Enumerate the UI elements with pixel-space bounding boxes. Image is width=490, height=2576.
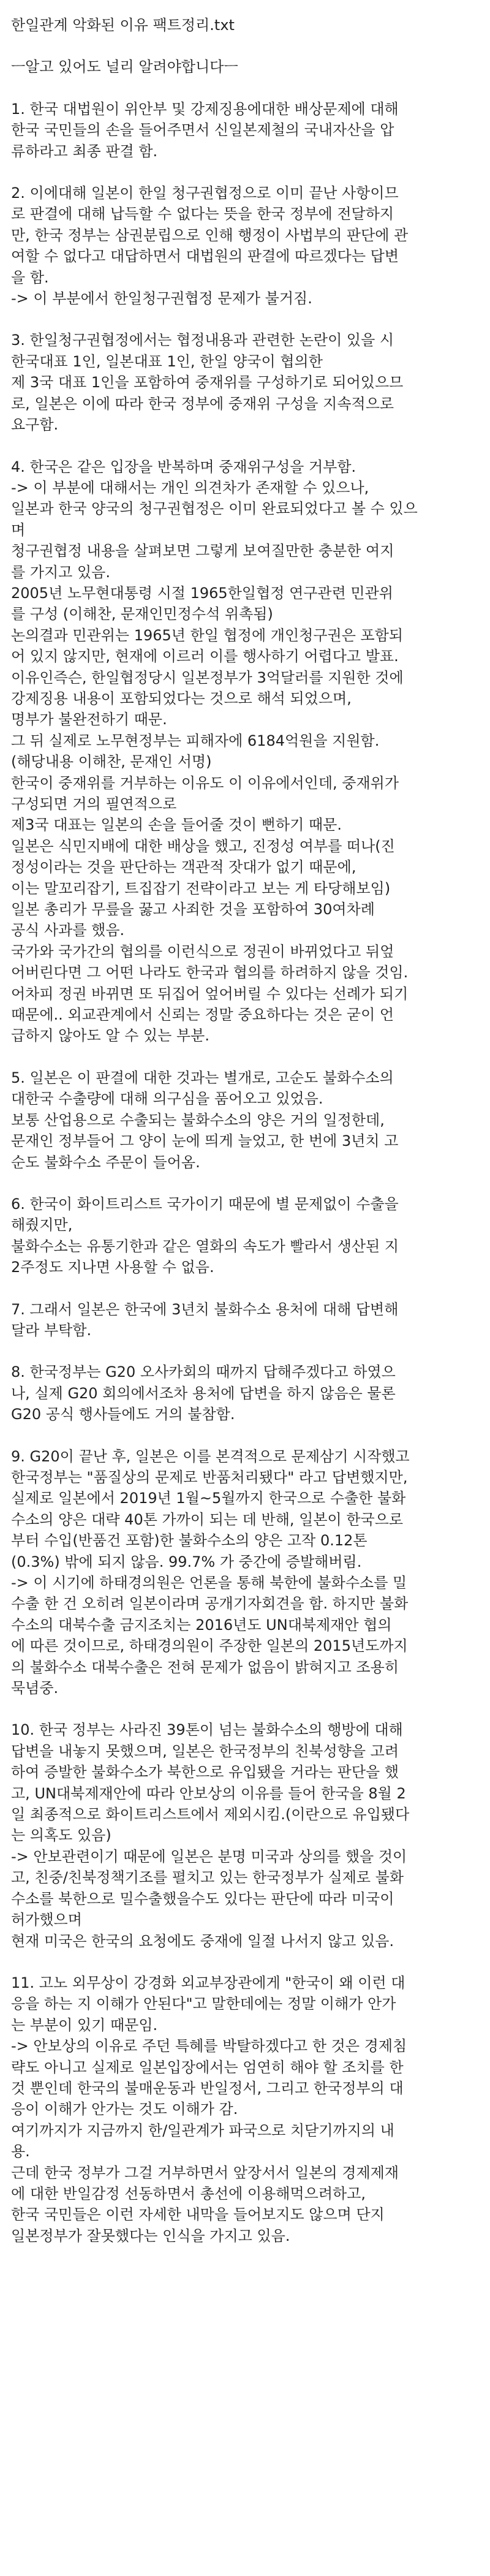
paragraph-line: 현재 미국은 한국의 요청에도 중재에 일절 나서지 않고 있음. [11,1932,394,1950]
paragraph-line: 근데 한국 정부가 그걸 거부하면서 앞장서서 일본의 경제제재 [11,2164,399,2181]
paragraph-line: 구성되면 거의 필연적으로 [11,795,177,813]
paragraph-line: 한국대표 1인, 일본대표 1인, 한일 양국이 협의한 [11,352,323,370]
paragraph-line: 11. 고노 외무상이 강경화 외교부장관에게 "한국이 왜 이런 대 [11,1974,405,1991]
paragraph-6 [11,1194,479,1278]
paragraph-line: 순도 불화수소 주문이 들어옴. [11,1153,200,1171]
paragraph-line: 해줬지만, [11,1216,73,1234]
paragraph-line: 묵념중. [11,1680,59,1697]
paragraph-line: 정성이라는 것을 판단하는 객관적 잣대가 없기 때문에, [11,858,356,876]
paragraph-line: 그 뒤 실제로 노무현정부는 피해자에 6184억원을 지원함. [11,732,380,749]
paragraph-line: 5. 일본은 이 판결에 대한 것과는 별개로, 고순도 불화수소의 [11,1069,394,1086]
paragraph-line: 일본과 한국 양국의 청구권협정은 이미 완료되었다고 볼 수 있으 [11,500,418,518]
paragraph-2 [11,183,479,309]
paragraph-line: 로, 일본은 이에 따라 한국 정부에 중재위 구성을 지속적으로 [11,395,394,412]
paragraph-line: 답변을 내놓지 못했으며, 일본은 한국정부의 친북성향을 고려 [11,1742,399,1760]
paragraph-line: 어버린다면 그 어떤 나라도 한국과 협의를 하려하지 않을 것임. [11,964,409,982]
paragraph-line: 4. 한국은 같은 입장을 반복하며 중재위구성을 거부함. [11,458,356,475]
paragraph-line: 고, UN대북제재안에 따라 안보상의 이유를 들어 한국을 8월 2 [11,1784,406,1802]
paragraph-11 [11,1972,479,2246]
paragraph-8 [11,1362,479,1425]
paragraph-line: 용. [11,2143,30,2161]
paragraph-line: -> 안보상의 이유로 주던 특혜를 박탈하겠다고 한 것은 경제침 [11,2037,407,2055]
document-title: 한일관계 악화된 이유 팩트정리.txt [11,17,235,34]
paragraph-line: 일본정부가 잘못했다는 인식을 가지고 있음. [11,2227,290,2245]
paragraph-line: 략도 아니고 실제로 일본입장에서는 엄연히 해야 할 조치를 한 [11,2058,404,2076]
paragraph-line: 급하지 않아도 알 수 있는 부분. [11,1027,209,1045]
paragraph-list [11,99,479,2246]
paragraph-line: 를 가지고 있음. [11,563,110,581]
paragraph-line: 논의결과 민관위는 1965년 한일 협정에 개인청구권은 포함되 [11,626,404,644]
paragraph-line: 응이 이해가 안가는 것도 이해가 감. [11,2101,238,2118]
paragraph-line: 며 [11,521,26,539]
paragraph-line: 여기까지가 지금까지 한/일관계가 파국으로 치닫기까지의 내 [11,2121,394,2139]
paragraph-line: 9. G20이 끝난 후, 일본은 이를 본격적으로 문제삼기 시작했고 [11,1447,410,1465]
paragraph-line: 제3국 대표는 일본의 손을 들어줄 것이 뻔하기 때문. [11,816,342,834]
paragraph-line: 수소의 대북수출 금지조치는 2016년도 UN대북제재안 협의 [11,1616,392,1634]
paragraph-line: 나, 실제 G20 회의에서조차 용처에 답변을 하지 않음은 물론 [11,1384,396,1402]
paragraph-line: 2. 이에대해 일본이 한일 청구권협정으로 이미 끝난 사항이므 [11,184,399,202]
paragraph-line: 을 함. [11,268,49,286]
paragraph-line: 2주정도 지나면 사용할 수 없음. [11,1259,214,1276]
paragraph-line: 실제로 일본에서 2019년 1월~5월까지 한국으로 수출한 불화 [11,1490,406,1507]
paragraph-7 [11,1299,479,1341]
paragraph-line: 2005년 노무현대통령 시절 1965한일협정 연구관련 민관위 [11,584,393,602]
paragraph-line: (0.3%) 밖에 되지 않음. 99.7% 가 중간에 증발해버림. [11,1553,362,1570]
paragraph-line: 일 최종적으로 화이트리스트에서 제외시킴.(이란으로 유입됐다 [11,1806,410,1824]
paragraph-line: -> 이 시기에 하태경의원은 언론을 통해 북한에 불화수소를 밀 [11,1574,407,1591]
paragraph-line: 불화수소는 유통기한과 같은 열화의 속도가 빨라서 생산된 지 [11,1237,399,1255]
paragraph-10 [11,1719,479,1951]
paragraph-line: 한국정부는 "품질상의 문제로 반품처리됐다" 라고 답변했지만, [11,1468,408,1486]
paragraph-line: 고, 친중/친북정책기조를 펼치고 있는 한국정부가 실제로 불화 [11,1869,404,1887]
paragraph-line: 에 따른 것이므로, 하태경의원이 주장한 일본의 2015년도까지 [11,1637,408,1655]
paragraph-line: 여할 수 없다고 대답하면서 대법원의 판결에 따르겠다는 답변 [11,248,399,265]
paragraph-line: 부터 수입(반품건 포함)한 불화수소의 양은 고작 0.12톤 [11,1532,368,1550]
paragraph-line: 허가했으며 [11,1911,82,1929]
paragraph-line: 일본 총리가 무릎을 꿇고 사죄한 것을 포함하여 30여차례 [11,901,375,919]
paragraph-line: 한국 국민들은 이런 자세한 내막을 들어보지도 않으며 단지 [11,2206,385,2224]
paragraph-line: 수소의 양은 대략 40톤 가까이 되는 데 반해, 일본이 한국으로 [11,1510,404,1528]
paragraph-line: 국가와 국가간의 협의를 이런식으로 정권이 바뀌었다고 뒤엎 [11,942,394,960]
paragraph-line: 요구함. [11,416,59,434]
paragraph-line: 는 부분이 있기 때문임. [11,2016,158,2034]
paragraph-line: 6. 한국이 화이트리스트 국가이기 때문에 별 문제없이 수출을 [11,1195,399,1213]
paragraph-line: 청구권협정 내용을 살펴보면 그렇게 보여질만한 충분한 여지 [11,542,394,560]
paragraph-4 [11,456,479,1047]
paragraph-line: 하여 증발한 불화수소가 북한으로 유입됐을 거라는 판단을 했 [11,1763,399,1781]
paragraph-line: 이는 말꼬리잡기, 트집잡기 전략이라고 보는 게 타당해보임) [11,879,391,897]
paragraph-line: 어 있지 않지만, 현재에 이르러 이를 행사하기 어렵다고 발표. [11,648,399,665]
paragraph-line: 대한국 수출량에 대해 의구심을 품어오고 있었음. [11,1090,323,1108]
paragraph-line: 명부가 불완전하기 때문. [11,711,167,729]
paragraph-line: 한국 국민들의 손을 들어주면서 신일본제철의 국내자산을 압 [11,121,394,139]
paragraph-9 [11,1446,479,1699]
paragraph-line: 문재인 정부들어 그 양이 눈에 띄게 늘었고, 한 번에 3년치 고 [11,1132,399,1150]
paragraph-line: 강제징용 내용이 포함되었다는 것으로 해석 되었으며, [11,689,352,707]
paragraph-line: -> 이 부분에서 한일청구권협정 문제가 불거짐. [11,290,312,308]
paragraph-line: 제 3국 대표 1인을 포함하여 중재위를 구성하기로 되어있으므 [11,374,404,392]
paragraph-line: 어차피 정권 바뀌면 또 뒤집어 엎어버릴 수 있다는 선례가 되기 [11,985,409,1002]
paragraph-line: -> 안보관련이기 때문에 일본은 분명 미국과 상의를 했을 것이 [11,1847,407,1865]
paragraph-line: 류하라고 최종 판결 함. [11,142,158,160]
paragraph-line: -> 이 부분에 대해서는 개인 의견차가 존재할 수 있으나, [11,479,369,496]
paragraph-line: 때문에.. 외교관계에서 신뢰는 정말 중요하다는 것은 굳이 언 [11,1006,394,1024]
paragraph-line: 를 구성 (이해찬, 문재인민정수석 위촉됨) [11,605,273,623]
paragraph-line: 수소를 북한으로 밀수출했을수도 있다는 판단에 따라 미국이 [11,1890,394,1907]
paragraph-line: 3. 한일청구권협정에서는 협정내용과 관련한 논란이 있을 시 [11,331,394,349]
paragraph-line: 만, 한국 정부는 삼권분립으로 인해 행정이 사법부의 판단에 관 [11,226,409,244]
paragraph-line: G20 공식 행사들에도 거의 불참함. [11,1406,235,1423]
paragraph-line: 일본은 식민지배에 대한 배상을 했고, 진정성 여부를 떠나(진 [11,837,395,855]
paragraph-line: 공식 사과를 했음. [11,922,125,939]
paragraph-line: (해당내용 이해찬, 문재인 서명) [11,753,212,771]
paragraph-line: 한국이 중재위를 거부하는 이유도 이 이유에서인데, 중재위가 [11,774,399,792]
paragraph-1 [11,99,479,162]
paragraph-line: 는 의혹도 있음) [11,1827,111,1844]
paragraph-line: 수출 한 건 오히려 일본이라며 공개기자회견을 함. 하지만 불화 [11,1595,409,1613]
paragraph-line: 1. 한국 대법원이 위안부 및 강제징용에대한 배상문제에 대해 [11,100,399,118]
paragraph-line: 응을 하는 지 이해가 안된다"고 말한데에는 정말 이해가 안가 [11,1995,396,2013]
document-subtitle: ㅡ알고 있어도 널리 알려야합니다ㅡ [11,58,238,76]
paragraph-line: 것 뿐인데 한국의 불매운동과 반일정서, 그리고 한국정부의 대 [11,2079,404,2097]
paragraph-line: 7. 그래서 일본은 한국에 3년치 불화수소 용처에 대해 답변해 [11,1300,399,1318]
paragraph-line: 보통 산업용으로 수출되는 불화수소의 양은 거의 일정한데, [11,1111,385,1129]
paragraph-line: 이유인즉슨, 한일협정당시 일본정부가 3억달러를 지원한 것에 [11,669,404,686]
paragraph-line: 의 불화수소 대북수출은 전혀 문제가 없음이 밝혀지고 조용히 [11,1658,399,1676]
paragraph-line: 달라 부탁함. [11,1321,92,1339]
paragraph-5 [11,1067,479,1173]
paragraph-line: 에 대한 반일감정 선동하면서 총선에 이용해먹으려하고, [11,2184,366,2202]
paragraph-line: 로 판결에 대해 납득할 수 없다는 뜻을 한국 정부에 전달하지 [11,205,394,223]
paragraph-line: 10. 한국 정부는 사라진 39톤이 넘는 불화수소의 행방에 대해 [11,1721,403,1739]
paragraph-3 [11,330,479,435]
paragraph-line: 8. 한국정부는 G20 오사카회의 때까지 답해주겠다고 하였으 [11,1363,396,1381]
